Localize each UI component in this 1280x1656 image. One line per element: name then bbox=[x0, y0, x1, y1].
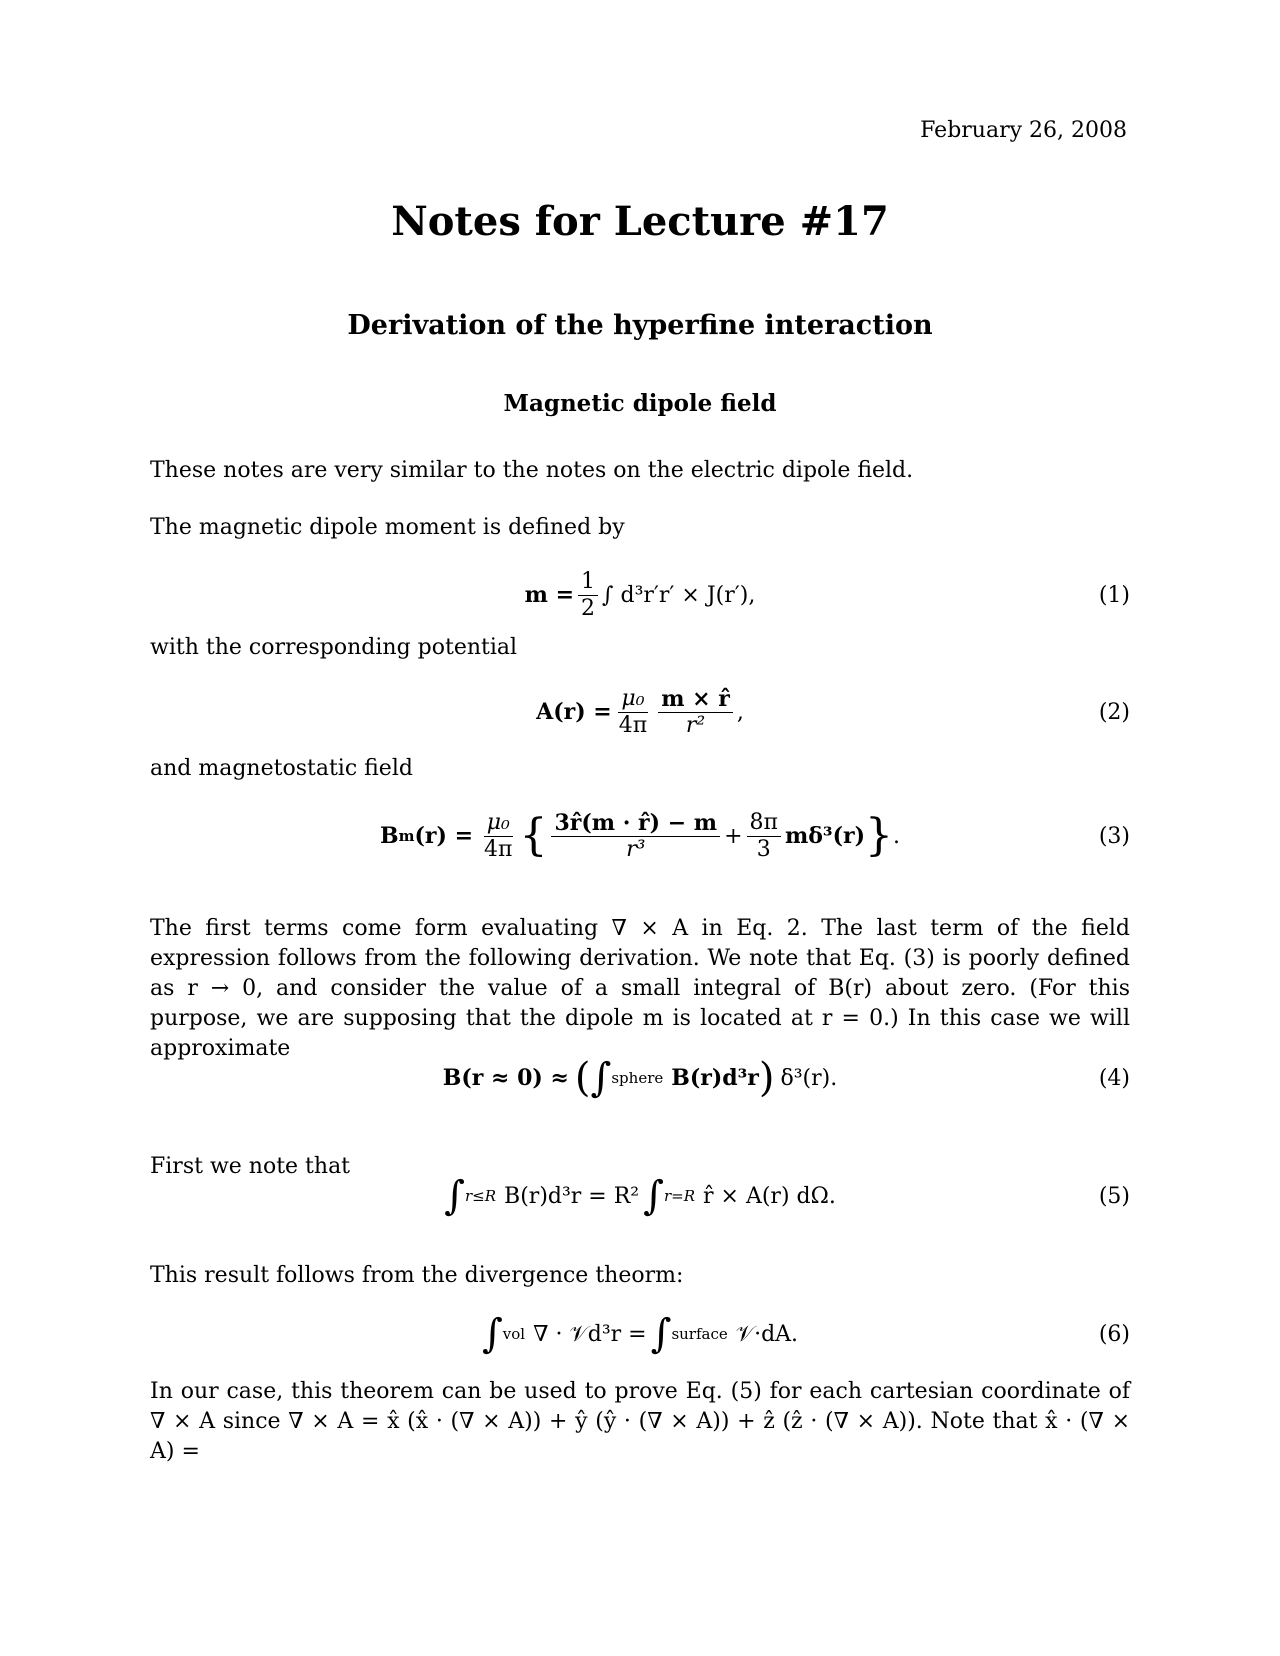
eq6-number: (6) bbox=[1098, 1321, 1130, 1347]
eq3-frac3-den: 3 bbox=[756, 836, 771, 862]
eq3-fraction-2 bbox=[551, 810, 720, 863]
eq4-number: (4) bbox=[1098, 1065, 1130, 1091]
paragraph-4: and magnetostatic field bbox=[150, 756, 413, 781]
eq4-int-subscript: sphere bbox=[611, 1069, 664, 1087]
paragraph-3: with the corresponding potential bbox=[150, 635, 518, 660]
eq5-body1: B(r)d³r = R² bbox=[504, 1183, 640, 1209]
eq1-number: (1) bbox=[1098, 582, 1130, 608]
paragraph-6: First we note that bbox=[150, 1154, 351, 1179]
eq3-number: (3) bbox=[1098, 823, 1130, 849]
eq3-lhs-rest: (r) = bbox=[414, 823, 474, 849]
integral-icon: ∫ bbox=[643, 1173, 664, 1219]
eq1-frac-den: 2 bbox=[581, 595, 596, 621]
eq2-frac2-den: r² bbox=[685, 712, 706, 738]
eq5-int2-subscript: r=R bbox=[663, 1187, 696, 1205]
eq1-lhs: m = bbox=[524, 582, 575, 608]
eq2-fraction-2 bbox=[658, 686, 733, 739]
date: February 26, 2008 bbox=[920, 118, 1127, 143]
eq4-body: B(r)d³r bbox=[671, 1065, 759, 1091]
page-title: Notes for Lecture #17 bbox=[391, 198, 889, 245]
equation-6 bbox=[150, 1304, 1130, 1364]
section-heading: Derivation of the hyperfine interaction bbox=[347, 310, 933, 341]
paragraph-7: This result follows from the divergence theorm: bbox=[150, 1263, 684, 1288]
eq5-number: (5) bbox=[1098, 1183, 1130, 1209]
eq5-body2: r̂ × A(r) dΩ. bbox=[703, 1183, 836, 1209]
eq6-int1-subscript: vol bbox=[502, 1325, 526, 1343]
eq3-plus: + bbox=[724, 823, 743, 849]
eq6-body1: ∇ · 𝒱d³r = bbox=[533, 1321, 647, 1347]
equation-2 bbox=[150, 682, 1130, 742]
eq6-body2: 𝒱·dA. bbox=[735, 1321, 799, 1347]
eq3-frac1-den: 4π bbox=[484, 836, 513, 862]
eq3-lhs-subscript: m bbox=[398, 827, 415, 845]
right-paren-icon: ) bbox=[758, 1055, 775, 1101]
eq5-int1-subscript: r≤R bbox=[465, 1187, 497, 1205]
integral-icon: ∫ bbox=[444, 1173, 465, 1219]
eq2-tail: , bbox=[736, 699, 744, 725]
left-brace-icon: { bbox=[519, 810, 548, 861]
eq3-fraction-1 bbox=[481, 810, 515, 863]
eq1-fraction bbox=[578, 569, 598, 622]
eq4-lhs: B(r ≈ 0) ≈ bbox=[442, 1065, 569, 1091]
eq3-frac2-den: r³ bbox=[626, 836, 646, 862]
eq2-frac1-num: μ₀ bbox=[618, 686, 647, 713]
paragraph-8: In our case, this theorem can be used to prove Eq. (5) for each cartesian coordinate of ∇ × A since ∇ × A = x̂ (x̂ · (∇ × A)) + ŷ (ŷ · (∇ × A)) + ẑ (ẑ · (∇ × A)). Note that x̂ · (∇ × A) = bbox=[150, 1379, 1130, 1464]
integral-icon: ∫ bbox=[650, 1311, 672, 1357]
eq4-tail: δ³(r). bbox=[780, 1065, 838, 1091]
paragraph-1: These notes are very similar to the notes on the electric dipole field. bbox=[150, 458, 914, 483]
integral-icon: ∫ bbox=[481, 1311, 503, 1357]
eq2-fraction-1 bbox=[616, 686, 650, 739]
eq2-number: (2) bbox=[1098, 699, 1130, 725]
eq1-frac-num: 1 bbox=[578, 569, 598, 596]
integral-icon: ∫ bbox=[590, 1055, 612, 1101]
eq3-lhs: B bbox=[380, 823, 399, 849]
eq3-frac1-num: μ₀ bbox=[484, 810, 513, 837]
eq2-frac1-den: 4π bbox=[618, 712, 648, 738]
eq3-tail: mδ³(r) bbox=[784, 823, 865, 849]
eq2-lhs: A(r) = bbox=[536, 699, 612, 725]
left-paren-icon: ( bbox=[574, 1055, 591, 1101]
eq2-frac2-num: m × r̂ bbox=[658, 686, 733, 713]
equation-4 bbox=[150, 1048, 1130, 1108]
eq3-frac2-num: 3r̂(m · r̂) − m bbox=[551, 810, 720, 837]
right-brace-icon: } bbox=[864, 810, 893, 861]
paragraph-5: The first terms come form evaluating ∇ × A in Eq. 2. The last term of the field expression follows from the following derivation. We note that Eq. (3) is poorly defined as r → 0, and consider the value of a small integral of B(r) about zero. (For this purpose, we are supposing that the dipole m is located at r = 0.) In this case we will approximate bbox=[150, 916, 1130, 1061]
subsection-heading: Magnetic dipole field bbox=[503, 390, 777, 417]
equation-5 bbox=[150, 1166, 1130, 1226]
eq1-rhs: ∫ d³r′r′ × J(r′), bbox=[602, 582, 756, 608]
eq3-fraction-3 bbox=[747, 810, 781, 863]
equation-3 bbox=[150, 806, 1130, 866]
equation-1 bbox=[150, 565, 1130, 625]
eq3-end: . bbox=[892, 823, 900, 849]
paragraph-2: The magnetic dipole moment is defined by bbox=[150, 515, 625, 540]
eq6-int2-subscript: surface bbox=[671, 1325, 728, 1343]
eq3-frac3-num: 8π bbox=[747, 810, 781, 837]
